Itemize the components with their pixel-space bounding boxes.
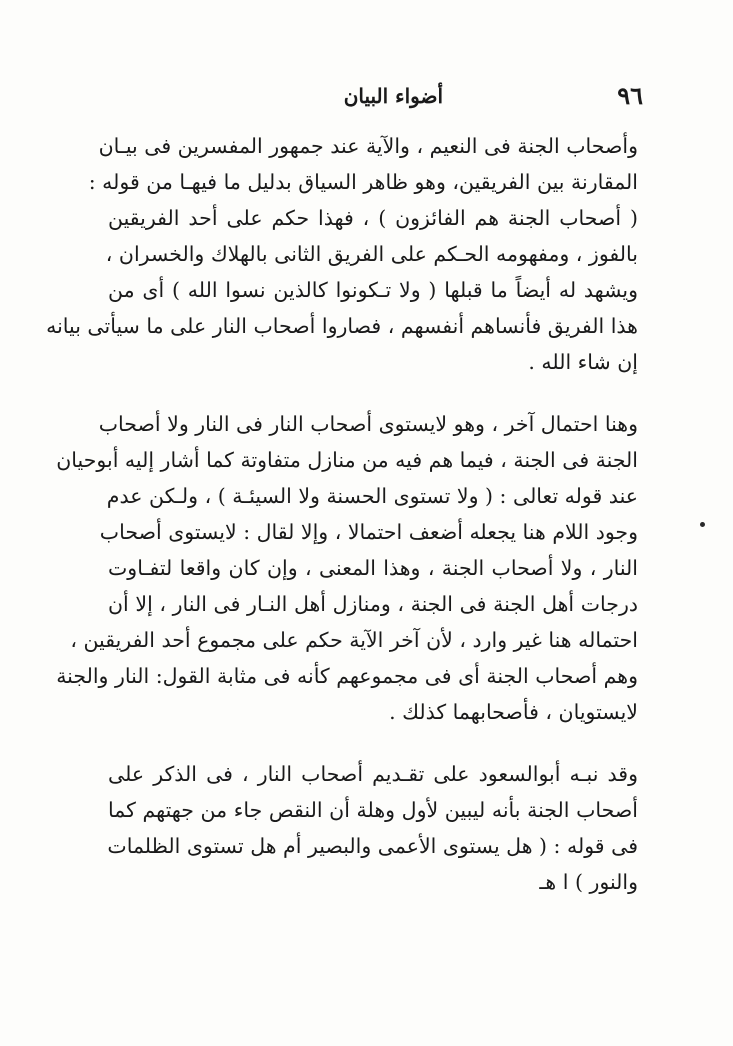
page-header [108,78,643,118]
text-line: وقد نبـه أبوالسعود على تقـديم أصحاب النار ، فى الذكر على [108,762,638,786]
running-title: أضواء البيان [343,84,443,108]
text-line: هذا الفريق فأنساهم أنفسهم ، فصاروا أصحاب النار على ما سيأتى بيانه [46,314,638,338]
text-line: بالفوز ، ومفهومه الحـكم على الفريق الثانى بالهلاك والخسران ، [105,242,638,266]
text-line: المقارنة بين الفريقين، وهو ظاهر السياق بدليل ما فيهـا من قوله : [88,170,638,194]
text-line: احتماله هنا غير وارد ، لأن آخر الآية حكم على مجموع أحد الفريقين ، [70,628,638,652]
text-line: ( أصحاب الجنة هم الفائزون ) ، فهذا حكم على أحد الفريقين [108,206,638,230]
paragraph-2 [56,406,638,730]
text-line: والنور ) ا هـ [539,870,638,894]
text-line: أصحاب الجنة بأنه ليبين لأول وهلة أن النقص جاء من جهتهم كما [108,798,638,822]
margin-dot [700,522,705,527]
text-line: لايستويان ، فأصحابهما كذلك . [389,700,638,724]
text-line: وهنا احتمال آخر ، وهو لايستوى أصحاب النار فى النار ولا أصحاب [98,412,638,436]
text-line: إن شاء الله . [528,350,638,374]
text-line: وجود اللام هنا يجعله أضعف احتمالا ، وإلا لقال : لايستوى أصحاب [99,520,638,544]
text-line: فى قوله : ( هل يستوى الأعمى والبصير أم هل تستوى الظلمات [107,834,638,858]
text-line: درجات أهل الجنة فى الجنة ، ومنازل أهل النـار فى النار ، إلا أن [108,592,638,616]
text-line: وهم أصحاب الجنة أى فى مجموعهم كأنه فى مثابة القول: النار والجنة [56,664,638,688]
text-line: عند قوله تعالى : ( ولا تستوى الحسنة ولا السيئـة ) ، ولـكن عدم [106,484,638,508]
paragraph-3 [108,756,638,900]
text-line: النار ، ولا أصحاب الجنة ، وهذا المعنى ، وإن كان واقعا لتفـاوت [108,556,638,580]
text-line: الجنة فى الجنة ، فيما هم فيه من منازل متفاوتة كما أشار إليه أبوحيان [56,448,638,472]
body-text [46,128,638,900]
text-line: ويشهد له أيضاً ما قبلها ( ولا تـكونوا كالذين نسوا الله ) أى من [108,278,638,302]
page-number: ٩٦ [617,81,643,110]
paragraph-1 [46,128,638,380]
text-line: وأصحاب الجنة فى النعيم ، والآية عند جمهور المفسرين فى بيـان [98,134,638,158]
